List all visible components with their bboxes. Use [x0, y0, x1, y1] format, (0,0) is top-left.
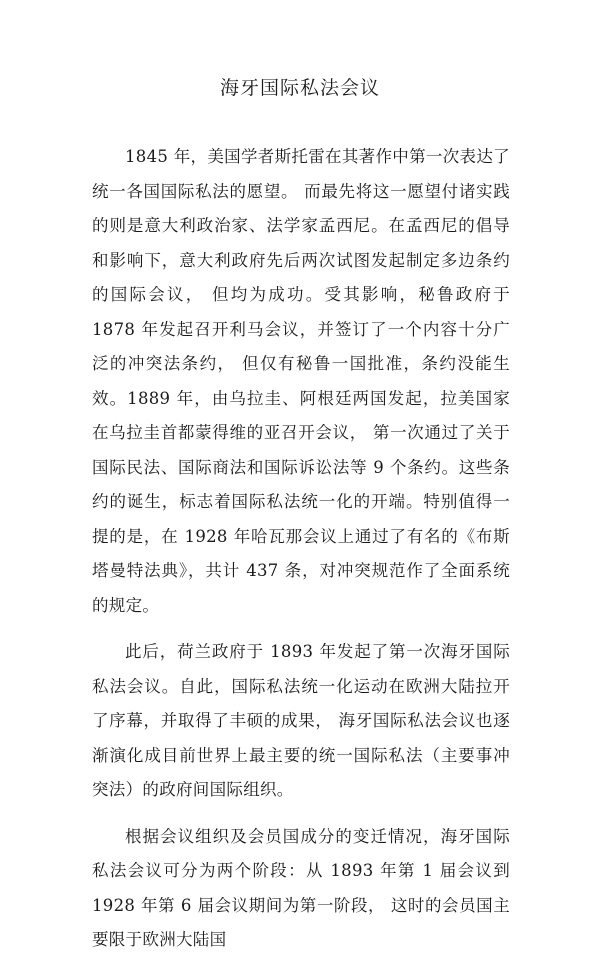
document-body: [92, 140, 510, 970]
paragraph-3: 根据会议组织及会员国成分的变迁情况，海牙国际私法会议可分为两个阶段：从 1893 年第 1 届会议到 1928 年第 6 届会议期间为第一阶段， 这时的会员国主要限于欧洲大陆国: [92, 826, 510, 949]
paragraph-2: 此后，荷兰政府于 1893 年发起了第一次海牙国际私法会议。自此，国际私法统一化运动在欧洲大陆拉开了序幕，并取得了丰硕的成果， 海牙国际私法会议也逐渐演化成目前世界上最主要的统一国际私法（主要事冲突法）的政府间国际组织。: [92, 642, 510, 799]
document-title: 海牙国际私法会议: [219, 77, 380, 99]
paragraph-1: 1845 年，美国学者斯托雷在其著作中第一次表达了统一各国国际私法的愿望。 而最先将这一愿望付诸实践的则是意大利政治家、法学家孟西尼。在孟西尼的倡导和影响下，意大利政府先后两次试图发起制定多边条约的国际会议， 但均为成功。受其影响，秘鲁政府于 1878 年发起召开利马会议，并签订了一个内容十分广泛的冲突法条约， 但仅有秘鲁一国批准，条约没能生效。1889 年，由乌拉圭、阿根廷两国发起，拉美国家在乌拉圭首都蒙得维的亚召开会议， 第一次通过了关于国际民法、国际商法和国际诉讼法等 9 个条约。这些条约的诞生，标志着国际私法统一化的开端。特别值得一提的是，在 1928 年哈瓦那会议上通过了有名的《布斯塔曼特法典》，共计 437 条，对冲突规范作了全面系统的规定。: [92, 147, 510, 615]
